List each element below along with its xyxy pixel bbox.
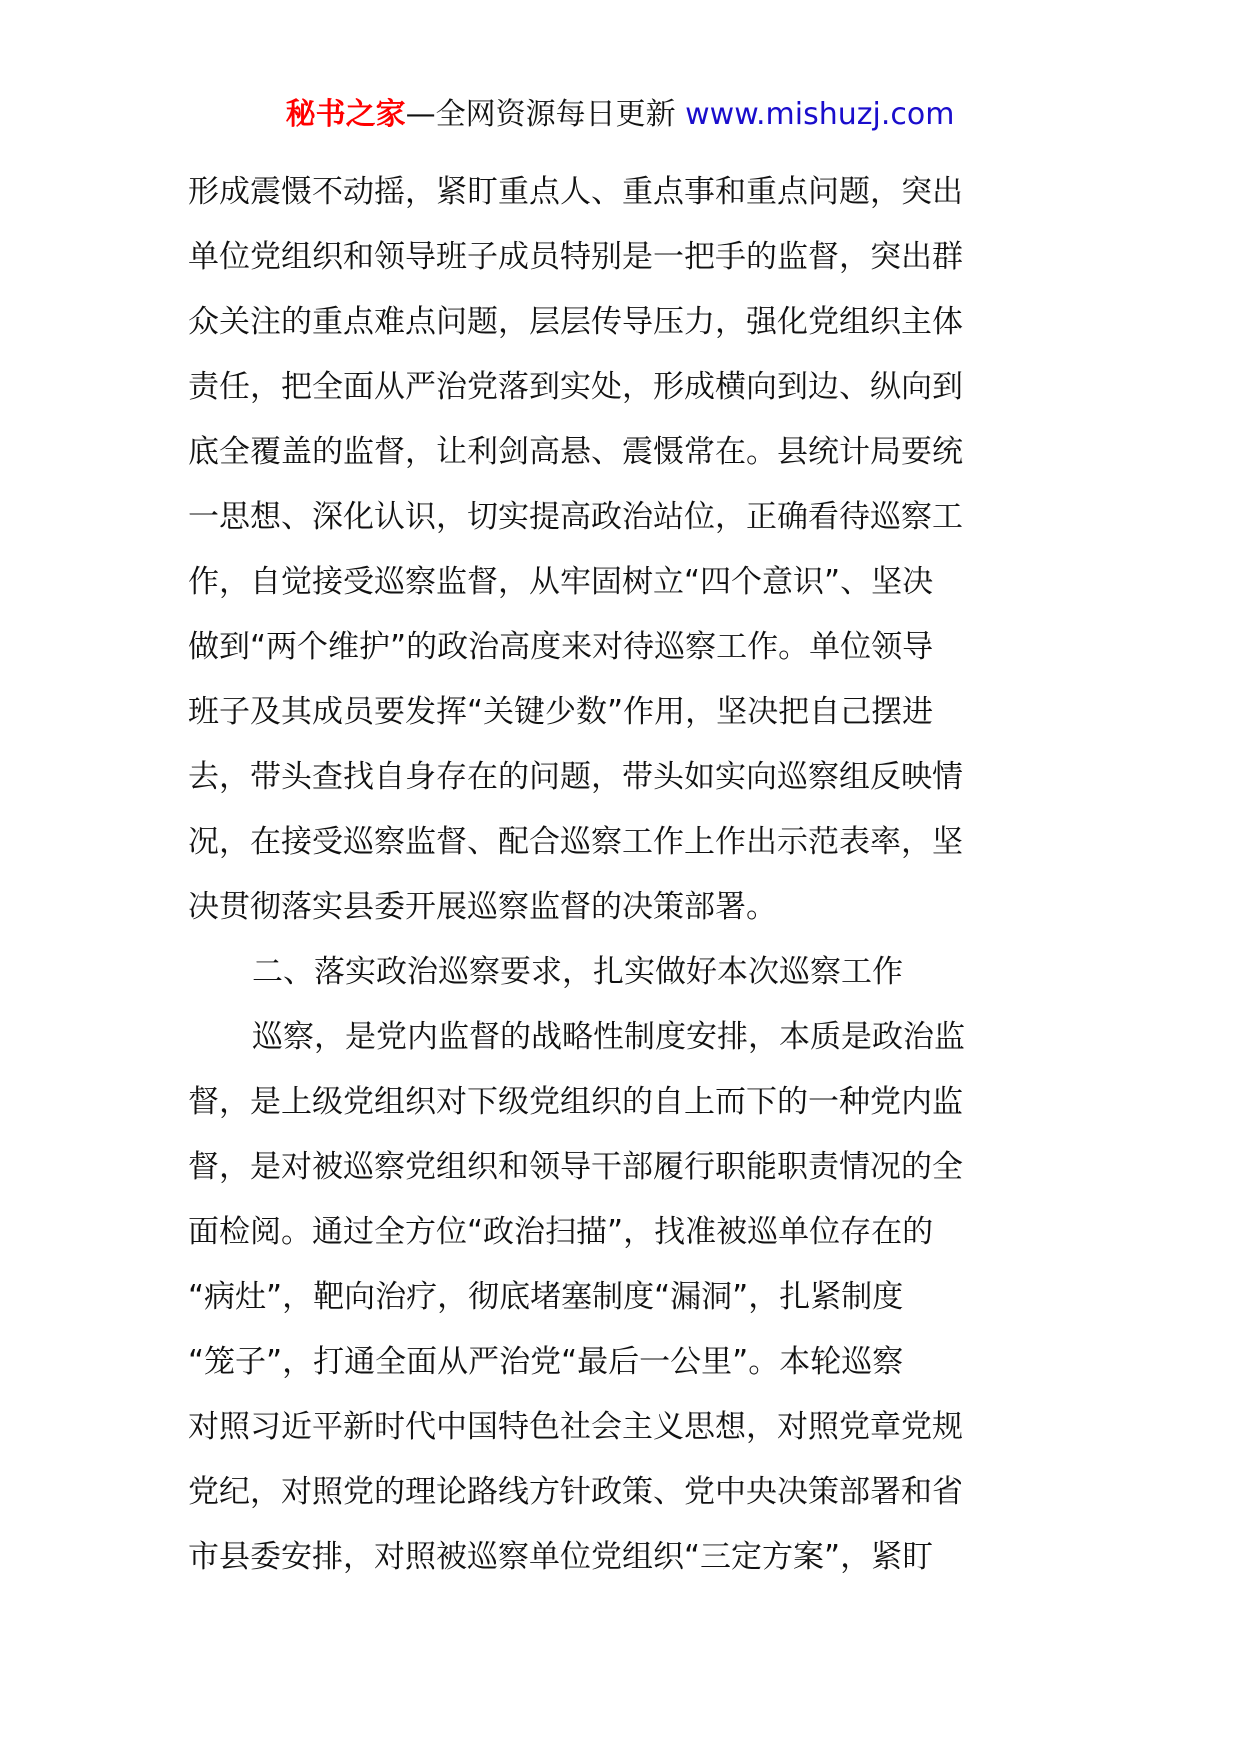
site-name: 秘书之家 <box>285 97 406 132</box>
body-line: 形成震慑不动摇，紧盯重点人、重点事和重点问题，突出 <box>188 174 963 210</box>
body-line: 责任，把全面从严治党落到实处，形成横向到边、纵向到 <box>188 369 963 405</box>
body-line: 班子及其成员要发挥“关键少数”作用，坚决把自己摆进 <box>188 694 934 730</box>
document-body <box>188 160 1058 1590</box>
body-line: 督，是对被巡察党组织和领导干部履行职能职责情况的全 <box>188 1149 963 1185</box>
section-heading: 二、落实政治巡察要求，扎实做好本次巡察工作 <box>252 954 903 990</box>
body-line: “笼子”，打通全面从严治党“最后一公里”。本轮巡察 <box>188 1344 904 1380</box>
body-line: 决贯彻落实县委开展巡察监督的决策部署。 <box>188 889 777 925</box>
body-line: 做到“两个维护”的政治高度来对待巡察工作。单位领导 <box>188 629 934 665</box>
body-line: 况，在接受巡察监督、配合巡察工作上作出示范表率，坚 <box>188 824 963 860</box>
body-line: 一思想、深化认识，切实提高政治站位，正确看待巡察工 <box>188 499 963 535</box>
page-header <box>0 95 1240 135</box>
site-url-link[interactable]: www.mishuzj.com <box>685 97 955 132</box>
body-line: 市县委安排，对照被巡察单位党组织“三定方案”，紧盯 <box>188 1539 934 1575</box>
body-line: 底全覆盖的监督，让利剑高悬、震慑常在。县统计局要统 <box>188 434 963 470</box>
body-line: 作，自觉接受巡察监督，从牢固树立“四个意识”、坚决 <box>188 564 934 600</box>
body-line: 对照习近平新时代中国特色社会主义思想，对照党章党规 <box>188 1409 963 1445</box>
body-line: 督，是上级党组织对下级党组织的自上而下的一种党内监 <box>188 1084 963 1120</box>
body-line: 去，带头查找自身存在的问题，带头如实向巡察组反映情 <box>188 759 963 795</box>
body-line: 单位党组织和领导班子成员特别是一把手的监督，突出群 <box>188 239 963 275</box>
body-line: 党纪，对照党的理论路线方针政策、党中央决策部署和省 <box>188 1474 963 1510</box>
body-line: 众关注的重点难点问题，层层传导压力，强化党组织主体 <box>188 304 963 340</box>
paragraph-first-line: 巡察，是党内监督的战略性制度安排，本质是政治监 <box>252 1019 965 1055</box>
site-tagline: —全网资源每日更新 <box>405 97 676 132</box>
body-line: “病灶”，靶向治疗，彻底堵塞制度“漏洞”，扎紧制度 <box>188 1279 904 1315</box>
body-line: 面检阅。通过全方位“政治扫描”，找准被巡单位存在的 <box>188 1214 934 1250</box>
